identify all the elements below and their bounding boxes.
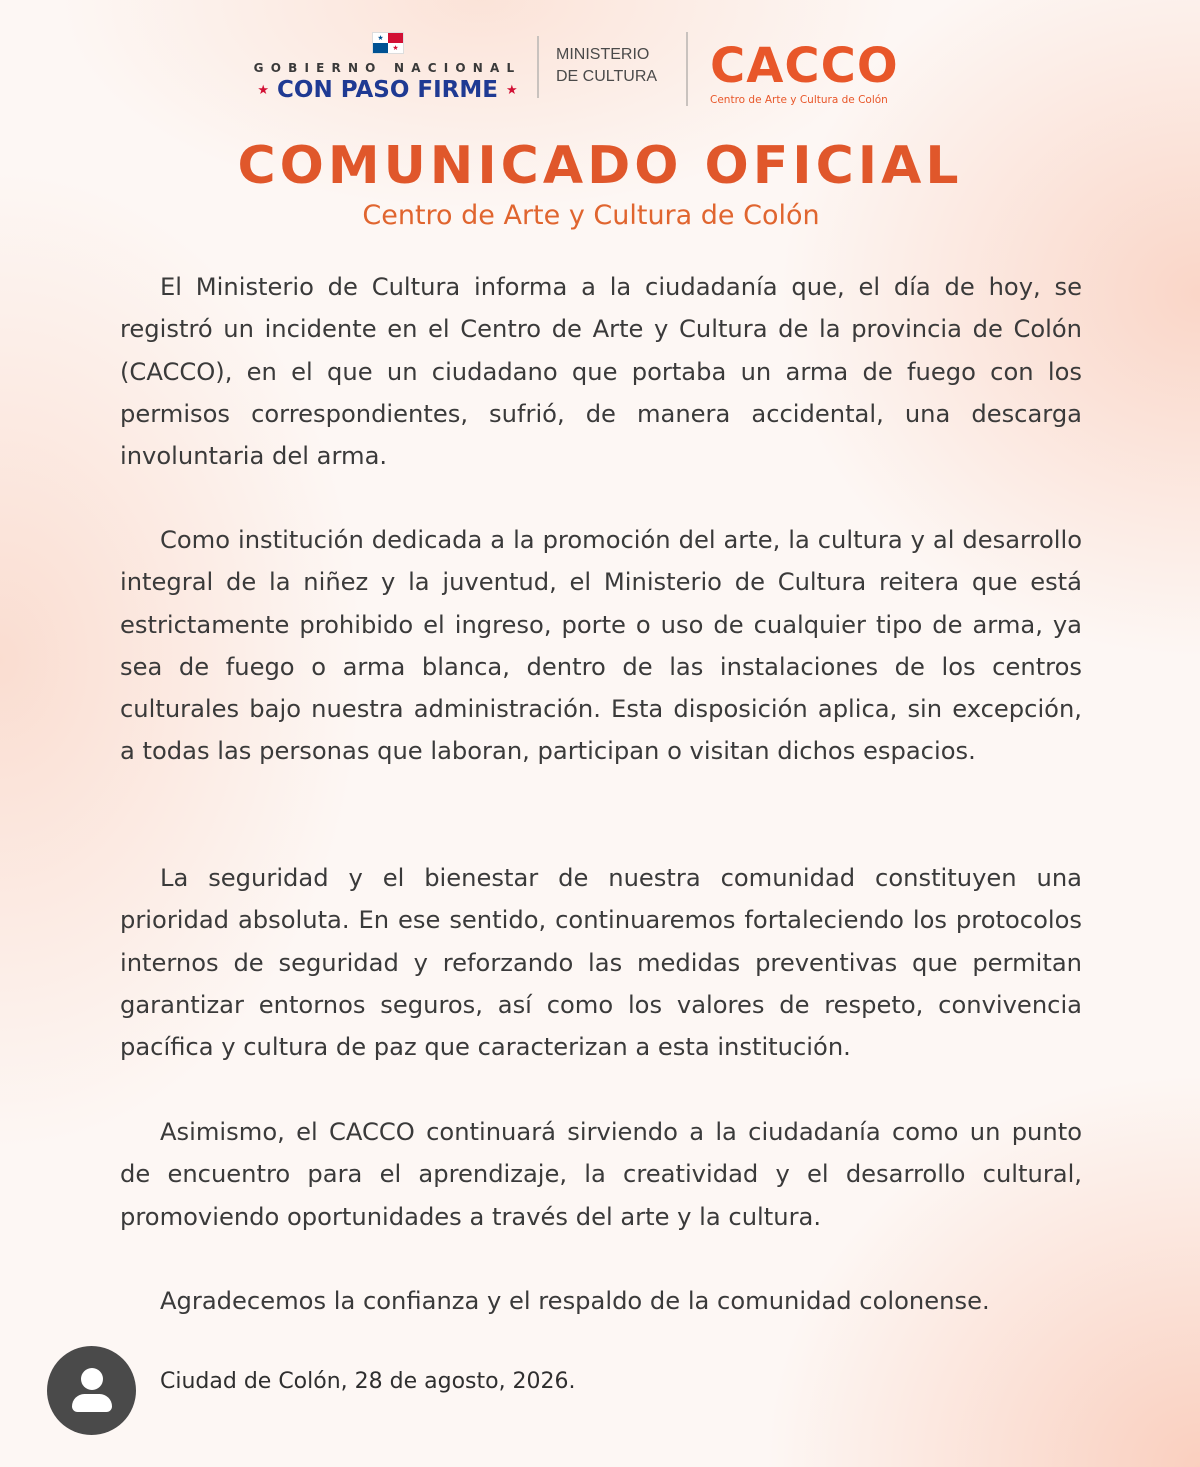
cacco-logo-subtitle: Centro de Arte y Cultura de Colón <box>710 94 888 106</box>
header-divider <box>686 32 688 106</box>
user-avatar-icon[interactable] <box>47 1346 136 1435</box>
gov-slogan <box>250 77 525 103</box>
gov-line1: GOBIERNO NACIONAL <box>253 61 522 75</box>
header-divider <box>537 36 539 98</box>
paragraph: Como institución dedicada a la promoción del arte, la cultura y al desarrollo integral de la niñez y la juventud, el Ministerio de Cultura reitera que está estrictamente prohibido el ingreso, porte o uso de cualquier tipo de arma, ya sea de fuego o arma blanca, dentro de las instalaciones de los centros culturales bajo nuestra administración. Esta disposición aplica, sin excepción, a todas las personas que laboran, participan o visitan dichos espacios. <box>120 526 1082 766</box>
ministry-logo <box>556 44 657 88</box>
header <box>0 0 1200 120</box>
ministry-line2: DE CULTURA <box>556 68 658 85</box>
page-title: COMUNICADO OFICIAL <box>237 136 963 196</box>
page-subtitle: Centro de Arte y Cultura de Colón <box>362 200 820 231</box>
panama-flag-icon: ★ ★ <box>372 32 404 54</box>
paragraph: Asimismo, el CACCO continuará sirviendo a la ciudadanía como un punto de encuentro para el aprendizaje, la creatividad y el desarrollo cultural, promoviendo oportunidades a través del arte y la cultura. <box>120 1118 1082 1231</box>
cacco-logo <box>710 40 910 106</box>
signoff-date: Ciudad de Colón, 28 de agosto, 2026. <box>160 1369 576 1394</box>
cacco-logo-word: CACCO <box>710 38 899 94</box>
paragraph: La seguridad y el bienestar de nuestra comunidad constituyen una prioridad absoluta. En ese sentido, continuaremos fortaleciendo los protocolos internos de seguridad y reforzando las medidas preventivas que permitan garantizar entornos seguros, así como los valores de respeto, convivencia pacífica y cultura de paz que caracterizan a esta institución. <box>120 864 1082 1062</box>
paragraph: El Ministerio de Cultura informa a la ciudadanía que, el día de hoy, se registró un incidente en el Centro de Arte y Cultura de la provincia de Colón (CACCO), en el que un ciudadano que portaba un arma de fuego con los permisos correspondientes, sufrió, de manera accidental, una descarga involuntaria del arma. <box>120 273 1082 471</box>
ministry-line1: MINISTERIO <box>556 46 650 63</box>
paragraph: Agradecemos la confianza y el respaldo de la comunidad colonense. <box>160 1287 990 1315</box>
star-icon: ★ <box>505 83 518 98</box>
gov-slogan-text: CON PASO FIRME <box>277 77 498 103</box>
star-icon: ★ <box>257 83 270 98</box>
